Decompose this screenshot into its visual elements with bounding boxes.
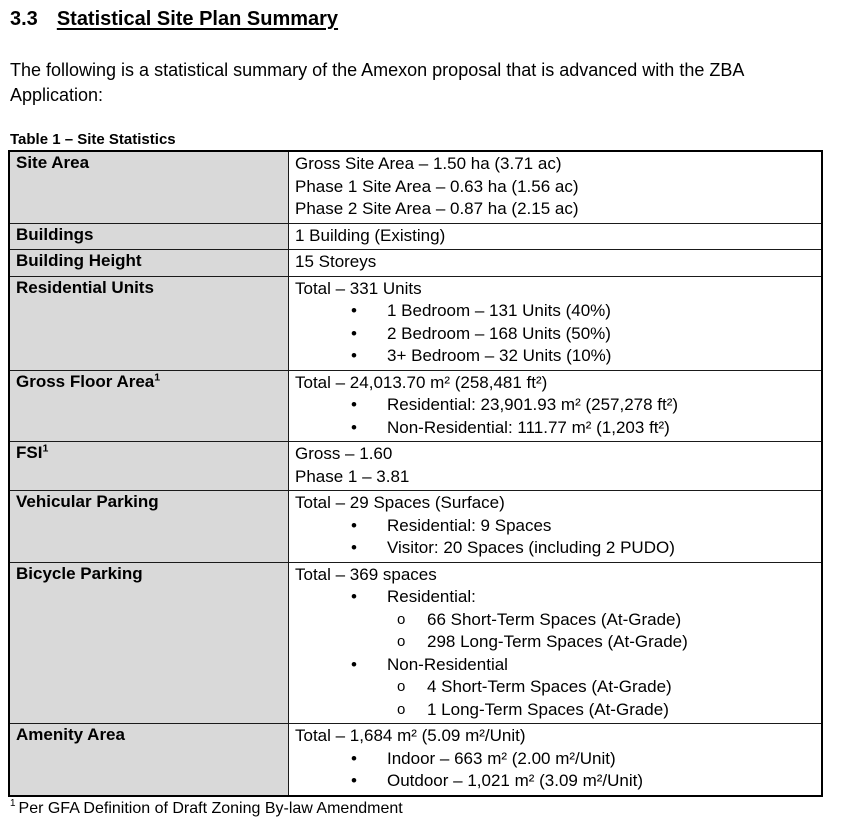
value-line (295, 394, 815, 417)
footnote-text: Per GFA Definition of Draft Zoning By-law Amendment (18, 799, 403, 817)
disc-bullet: • (351, 654, 357, 674)
value-line (295, 631, 815, 654)
table-row (9, 491, 822, 563)
value-line (295, 564, 815, 587)
line-text: Residential: 23,901.93 m² (257,278 ft²) (387, 395, 679, 414)
disc-bullet: • (351, 748, 357, 768)
table-row (9, 370, 822, 442)
intro-paragraph: The following is a statistical summary of the Amexon proposal that is advanced with the ZBA Application: (10, 60, 744, 105)
row-value (289, 151, 823, 223)
row-label: Residential Units (9, 276, 289, 370)
line-text: 4 Short-Term Spaces (At-Grade) (427, 677, 672, 696)
value-line (295, 466, 815, 489)
value-line (295, 492, 815, 515)
line-text: Total – 24,013.70 m² (258,481 ft²) (295, 372, 548, 392)
line-text: Total – 1,684 m² (5.09 m²/Unit) (295, 726, 526, 745)
section-heading (10, 8, 857, 31)
line-text: 2 Bedroom – 168 Units (50%) (387, 323, 611, 343)
value-line (295, 153, 815, 176)
line-text: Outdoor – 1,021 m² (3.09 m²/Unit) (387, 771, 644, 790)
line-text: 298 Long-Term Spaces (At-Grade) (427, 632, 688, 651)
table-caption: Table 1 – Site Statistics (10, 131, 176, 148)
row-value (289, 562, 823, 724)
table-row (9, 562, 822, 724)
label-superscript: 1 (154, 370, 161, 383)
footnote-marker: 1 (10, 798, 16, 810)
line-text: 1 Bedroom – 131 Units (40%) (387, 301, 611, 320)
row-label: Amenity Area (9, 724, 289, 796)
row-label: Buildings (9, 223, 289, 250)
value-line (295, 323, 815, 346)
value-line (295, 515, 815, 538)
line-text: Residential: (387, 587, 476, 606)
value-line (295, 609, 815, 632)
value-line (295, 654, 815, 677)
disc-bullet: • (351, 587, 357, 606)
line-text: Total – 369 spaces (295, 564, 437, 584)
value-line (295, 225, 815, 248)
disc-bullet: • (351, 323, 357, 343)
value-line (295, 748, 815, 771)
circle-bullet: o (397, 700, 406, 718)
disc-bullet: • (351, 395, 357, 414)
line-text: 1 Long-Term Spaces (At-Grade) (427, 699, 669, 719)
value-line (295, 586, 815, 609)
line-text: Indoor – 663 m² (2.00 m²/Unit) (387, 748, 616, 768)
line-text: Gross – 1.60 (295, 444, 393, 463)
row-label: Gross Floor Area$^1$ (9, 370, 289, 442)
line-text: Total – 29 Spaces (Surface) (295, 493, 505, 512)
value-line (295, 278, 815, 301)
row-label: Bicycle Parking (9, 562, 289, 724)
circle-bullet: o (397, 633, 406, 650)
label-superscript: 1 (42, 442, 49, 455)
line-text: 15 Storeys (295, 252, 377, 271)
line-text: 3+ Bedroom – 32 Units (10%) (387, 346, 612, 365)
section-number: 3.3 (10, 8, 38, 30)
line-text: 1 Building (Existing) (295, 225, 446, 245)
value-line (295, 345, 815, 368)
table-row (9, 250, 822, 277)
table-row (9, 151, 822, 223)
site-statistics-table (8, 150, 823, 797)
row-value (289, 250, 823, 277)
line-text: Phase 1 – 3.81 (295, 466, 410, 486)
row-label: Site Area (9, 151, 289, 223)
line-text: Visitor: 20 Spaces (including 2 PUDO) (387, 538, 675, 557)
footnote (10, 800, 857, 818)
disc-bullet: • (351, 771, 357, 790)
line-text: Total – 331 Units (295, 278, 422, 298)
table-row (9, 276, 822, 370)
value-line (295, 417, 815, 440)
value-line (295, 537, 815, 560)
row-value (289, 370, 823, 442)
line-text: Non-Residential: 111.77 m² (1,203 ft²) (387, 417, 670, 437)
section-title: Statistical Site Plan Summary (56, 8, 339, 30)
value-line (295, 251, 815, 274)
row-label: FSI$^1$ (9, 442, 289, 491)
table-row (9, 442, 822, 491)
line-text: Non-Residential (387, 654, 508, 674)
table-row (9, 223, 822, 250)
row-value (289, 442, 823, 491)
line-text: Residential: 9 Spaces (387, 515, 552, 535)
line-text: Phase 2 Site Area – 0.87 ha (2.15 ac) (295, 199, 579, 218)
table-row (9, 724, 822, 796)
line-text: Gross Site Area – 1.50 ha (3.71 ac) (295, 154, 562, 173)
value-line (295, 300, 815, 323)
disc-bullet: • (351, 538, 357, 557)
value-line (295, 198, 815, 221)
circle-bullet: o (397, 678, 406, 695)
row-value (289, 491, 823, 563)
circle-bullet: o (397, 610, 406, 628)
value-line (295, 699, 815, 722)
row-label: Building Height (9, 250, 289, 277)
disc-bullet: • (351, 301, 357, 320)
row-value (289, 724, 823, 796)
line-text: Phase 1 Site Area – 0.63 ha (1.56 ac) (295, 176, 579, 196)
line-text: 66 Short-Term Spaces (At-Grade) (427, 609, 682, 629)
row-label: Vehicular Parking (9, 491, 289, 563)
value-line (295, 725, 815, 748)
value-line (295, 176, 815, 199)
value-line (295, 443, 815, 466)
row-value (289, 223, 823, 250)
row-value (289, 276, 823, 370)
disc-bullet: • (351, 515, 357, 535)
value-line (295, 770, 815, 793)
site-statistics-table-body (9, 151, 822, 796)
disc-bullet: • (351, 346, 357, 365)
value-line (295, 372, 815, 395)
value-line (295, 676, 815, 699)
disc-bullet: • (351, 417, 357, 437)
